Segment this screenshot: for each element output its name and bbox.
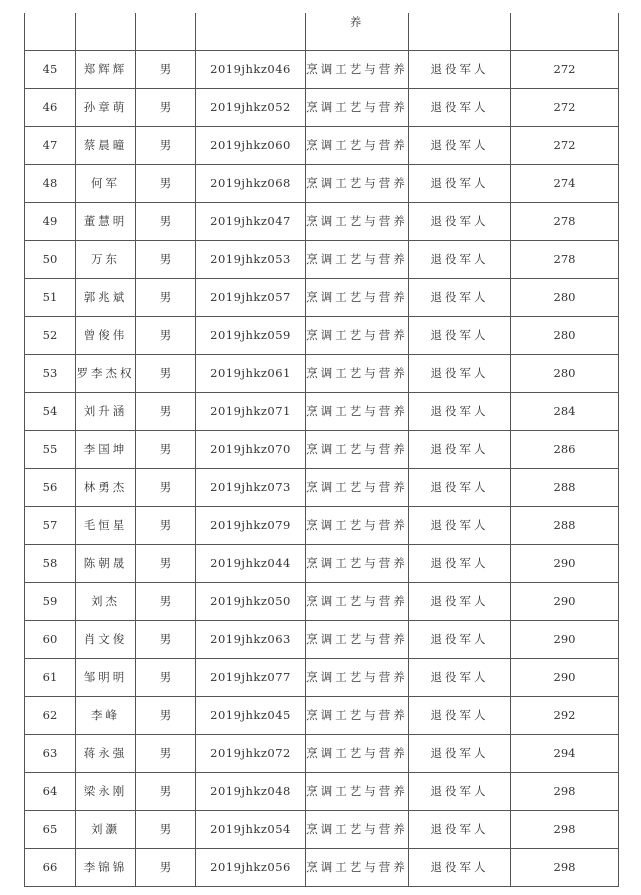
table-row [25,810,619,848]
cell-no: 50 [25,240,76,278]
cell-name: 陈朝晟 [76,544,136,582]
cell-major: 烹调工艺与营养 [306,658,409,696]
cell-exam-id: 2019jhkz068 [196,164,306,202]
table-row [25,772,619,810]
cell-name: 李锦锦 [76,848,136,886]
cell-no: 59 [25,582,76,620]
cell-major: 养 [306,13,409,50]
cell-exam-id: 2019jhkz044 [196,544,306,582]
cell-major: 烹调工艺与营养 [306,240,409,278]
cell-exam-id: 2019jhkz057 [196,278,306,316]
cell-no: 64 [25,772,76,810]
cell-gender: 男 [136,582,196,620]
cell-no: 51 [25,278,76,316]
table-row-partial [25,13,619,50]
cell-gender: 男 [136,202,196,240]
cell-gender: 男 [136,696,196,734]
cell-major: 烹调工艺与营养 [306,620,409,658]
cell-exam-id: 2019jhkz059 [196,316,306,354]
cell-major: 烹调工艺与营养 [306,772,409,810]
cell-name: 郭兆斌 [76,278,136,316]
cell-exam-id: 2019jhkz045 [196,696,306,734]
cell-category: 退役军人 [409,316,511,354]
cell-no: 52 [25,316,76,354]
cell-no: 63 [25,734,76,772]
cell-major: 烹调工艺与营养 [306,544,409,582]
cell-category: 退役军人 [409,88,511,126]
cell-gender: 男 [136,164,196,202]
cell-major: 烹调工艺与营养 [306,354,409,392]
cell-major: 烹调工艺与营养 [306,202,409,240]
cell-name: 曾俊伟 [76,316,136,354]
cell-score: 290 [511,582,619,620]
cell-score [511,13,619,50]
cell-name: 郑辉辉 [76,50,136,88]
cell-exam-id: 2019jhkz047 [196,202,306,240]
cell-score: 284 [511,392,619,430]
cell-gender: 男 [136,278,196,316]
table-row [25,506,619,544]
cell-category: 退役军人 [409,126,511,164]
cell-major: 烹调工艺与营养 [306,316,409,354]
cell-category: 退役军人 [409,506,511,544]
cell-category: 退役军人 [409,696,511,734]
cell-gender [136,13,196,50]
cell-category: 退役军人 [409,544,511,582]
cell-gender: 男 [136,126,196,164]
cell-gender: 男 [136,240,196,278]
cell-score: 286 [511,430,619,468]
cell-gender: 男 [136,88,196,126]
cell-category: 退役军人 [409,582,511,620]
cell-score: 292 [511,696,619,734]
cell-gender: 男 [136,620,196,658]
cell-category: 退役军人 [409,848,511,886]
cell-exam-id: 2019jhkz048 [196,772,306,810]
cell-category: 退役军人 [409,430,511,468]
cell-name: 万东 [76,240,136,278]
table-row [25,354,619,392]
cell-score: 272 [511,88,619,126]
table-row [25,278,619,316]
cell-exam-id: 2019jhkz072 [196,734,306,772]
cell-gender: 男 [136,772,196,810]
cell-score: 280 [511,316,619,354]
table-body [25,13,619,886]
cell-name: 蒋永强 [76,734,136,772]
table-row [25,430,619,468]
cell-score: 288 [511,468,619,506]
cell-no: 57 [25,506,76,544]
cell-no: 48 [25,164,76,202]
table-row [25,126,619,164]
table-row [25,88,619,126]
cell-name: 肖文俊 [76,620,136,658]
cell-major: 烹调工艺与营养 [306,50,409,88]
cell-score: 278 [511,240,619,278]
cell-score: 272 [511,50,619,88]
cell-name: 李国坤 [76,430,136,468]
cell-name: 蔡晨曈 [76,126,136,164]
cell-exam-id: 2019jhkz054 [196,810,306,848]
cell-category: 退役军人 [409,772,511,810]
cell-name: 刘灏 [76,810,136,848]
cell-name: 李峰 [76,696,136,734]
cell-score: 290 [511,544,619,582]
cell-score: 294 [511,734,619,772]
cell-gender: 男 [136,734,196,772]
cell-category: 退役军人 [409,278,511,316]
cell-category: 退役军人 [409,202,511,240]
cell-score: 272 [511,126,619,164]
cell-no: 45 [25,50,76,88]
cell-name: 邹明明 [76,658,136,696]
cell-major: 烹调工艺与营养 [306,164,409,202]
cell-no [25,13,76,50]
cell-no: 62 [25,696,76,734]
cell-category: 退役军人 [409,240,511,278]
cell-category: 退役军人 [409,164,511,202]
cell-exam-id: 2019jhkz071 [196,392,306,430]
cell-gender: 男 [136,316,196,354]
cell-score: 298 [511,772,619,810]
table-row [25,848,619,886]
cell-gender: 男 [136,848,196,886]
cell-exam-id: 2019jhkz060 [196,126,306,164]
cell-score: 278 [511,202,619,240]
cell-category: 退役军人 [409,620,511,658]
cell-name [76,13,136,50]
cell-exam-id: 2019jhkz053 [196,240,306,278]
cell-category: 退役军人 [409,734,511,772]
table-row [25,582,619,620]
cell-exam-id: 2019jhkz052 [196,88,306,126]
cell-major: 烹调工艺与营养 [306,582,409,620]
cell-no: 58 [25,544,76,582]
table-row [25,620,619,658]
admission-roster-table [24,13,619,887]
table-row [25,316,619,354]
cell-major: 烹调工艺与营养 [306,392,409,430]
cell-gender: 男 [136,506,196,544]
cell-score: 298 [511,810,619,848]
cell-exam-id: 2019jhkz061 [196,354,306,392]
cell-major: 烹调工艺与营养 [306,848,409,886]
cell-category: 退役军人 [409,468,511,506]
cell-major: 烹调工艺与营养 [306,468,409,506]
cell-exam-id: 2019jhkz073 [196,468,306,506]
cell-score: 290 [511,620,619,658]
cell-name: 林勇杰 [76,468,136,506]
table-row [25,544,619,582]
cell-exam-id: 2019jhkz050 [196,582,306,620]
cell-gender: 男 [136,50,196,88]
cell-no: 56 [25,468,76,506]
cell-no: 55 [25,430,76,468]
cell-name: 孙章萌 [76,88,136,126]
cell-category: 退役军人 [409,810,511,848]
cell-name: 何军 [76,164,136,202]
cell-score: 290 [511,658,619,696]
cell-category [409,13,511,50]
cell-exam-id [196,13,306,50]
cell-name: 刘杰 [76,582,136,620]
cell-score: 280 [511,354,619,392]
cell-gender: 男 [136,468,196,506]
cell-gender: 男 [136,658,196,696]
cell-score: 288 [511,506,619,544]
table-row [25,202,619,240]
cell-name: 梁永刚 [76,772,136,810]
cell-no: 66 [25,848,76,886]
cell-gender: 男 [136,544,196,582]
table-row [25,240,619,278]
cell-gender: 男 [136,354,196,392]
cell-major: 烹调工艺与营养 [306,810,409,848]
table-row [25,468,619,506]
cell-major: 烹调工艺与营养 [306,278,409,316]
cell-major: 烹调工艺与营养 [306,734,409,772]
cell-exam-id: 2019jhkz070 [196,430,306,468]
cell-exam-id: 2019jhkz046 [196,50,306,88]
table-row [25,50,619,88]
cell-major: 烹调工艺与营养 [306,88,409,126]
cell-score: 274 [511,164,619,202]
cell-name: 毛恒星 [76,506,136,544]
cell-no: 54 [25,392,76,430]
cell-name: 董慧明 [76,202,136,240]
cell-category: 退役军人 [409,658,511,696]
cell-category: 退役军人 [409,354,511,392]
cell-category: 退役军人 [409,392,511,430]
table-row [25,658,619,696]
cell-major: 烹调工艺与营养 [306,430,409,468]
cell-no: 47 [25,126,76,164]
cell-major: 烹调工艺与营养 [306,506,409,544]
cell-no: 65 [25,810,76,848]
cell-exam-id: 2019jhkz056 [196,848,306,886]
cell-exam-id: 2019jhkz077 [196,658,306,696]
table-row [25,164,619,202]
cell-name: 罗李杰权 [76,354,136,392]
cell-score: 280 [511,278,619,316]
table-row [25,734,619,772]
cell-gender: 男 [136,430,196,468]
table-row [25,392,619,430]
cell-major: 烹调工艺与营养 [306,126,409,164]
cell-major: 烹调工艺与营养 [306,696,409,734]
cell-no: 60 [25,620,76,658]
cell-gender: 男 [136,810,196,848]
cell-no: 61 [25,658,76,696]
cell-name: 刘升涵 [76,392,136,430]
table-row [25,696,619,734]
cell-no: 49 [25,202,76,240]
cell-gender: 男 [136,392,196,430]
cell-category: 退役军人 [409,50,511,88]
cell-no: 46 [25,88,76,126]
cell-score: 298 [511,848,619,886]
cell-exam-id: 2019jhkz063 [196,620,306,658]
cell-no: 53 [25,354,76,392]
cell-exam-id: 2019jhkz079 [196,506,306,544]
